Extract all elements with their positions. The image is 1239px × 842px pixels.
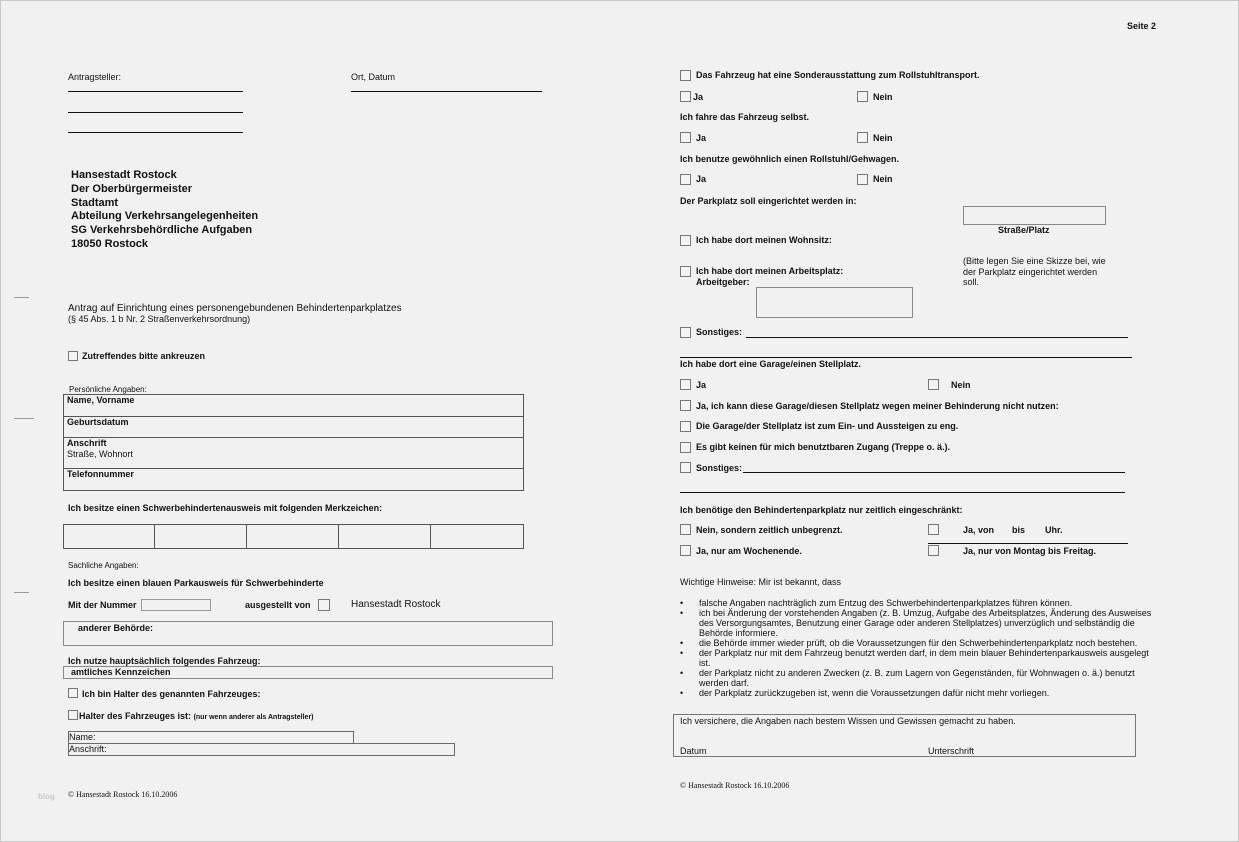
- garage-other-line-2[interactable]: [680, 492, 1125, 493]
- bullet-icon: •: [680, 608, 684, 618]
- name-label: Name, Vorname: [67, 395, 135, 405]
- no-label: Nein: [873, 92, 893, 102]
- phone-label: Telefonnummer: [67, 469, 134, 479]
- marker-field-3[interactable]: [246, 524, 339, 549]
- special-equipment-label: Das Fahrzeug hat eine Sonderausstattung zum Rollstuhltransport.: [696, 70, 980, 80]
- marker-field-1[interactable]: [63, 524, 155, 549]
- yes-label: Ja: [696, 174, 707, 184]
- note-item: [680, 638, 1160, 648]
- note-item: [680, 648, 1160, 668]
- garage-yes-checkbox[interactable]: [680, 379, 691, 390]
- owner-name-label: Name:: [69, 732, 96, 742]
- blue-pass-text: Ich besitze einen blauen Parkausweis für Schwerbehinderte: [68, 578, 324, 588]
- birthdate-label: Geburtsdatum: [67, 417, 129, 427]
- applicant-line-2[interactable]: [68, 112, 243, 113]
- address-line: SG Verkehrsbehördliche Aufgaben: [71, 224, 253, 237]
- note-item: [680, 688, 1160, 698]
- residence-label: Ich habe dort meinen Wohnsitz:: [696, 235, 832, 245]
- note-item: [680, 598, 1160, 608]
- fold-mark: [14, 418, 34, 419]
- yes-label: Ja: [696, 380, 707, 390]
- address-line: 18050 Rostock: [71, 237, 149, 250]
- time-range-line[interactable]: [928, 543, 1128, 544]
- legend-checkbox: [68, 351, 78, 361]
- factual-heading: Sachliche Angaben:: [68, 561, 139, 570]
- note-text: der Parkplatz nur mit dem Fahrzeug benutzt werden darf, in dem mein blauer Behindertenparkausweis ausgelegt ist.: [699, 648, 1149, 668]
- yes-label: Ja: [693, 92, 704, 102]
- page-number: Seite 2: [1127, 21, 1157, 31]
- copyright-left: © Hansestadt Rostock 16.10.2006: [68, 790, 178, 799]
- note-item: [680, 608, 1160, 638]
- issued-by-label: ausgestellt von: [245, 600, 311, 610]
- wheelchair-no-checkbox[interactable]: [857, 174, 868, 185]
- bullet-icon: •: [680, 648, 684, 658]
- owner-self-checkbox[interactable]: [68, 688, 78, 698]
- bullet-icon: •: [680, 638, 684, 648]
- yes-label: Ja: [696, 133, 707, 143]
- pass-number-input[interactable]: [141, 599, 211, 611]
- wheelchair-question: Ich benutze gewöhnlich einen Rollstuhl/Gehwagen.: [680, 154, 900, 164]
- sketch-note-line: der Parkplatz eingerichtet werden: [963, 266, 1098, 277]
- garage-narrow-checkbox[interactable]: [680, 421, 691, 432]
- time-hour-label: Uhr.: [1045, 525, 1063, 535]
- street-label: Straße/Platz: [998, 225, 1050, 235]
- no-label: Nein: [873, 133, 893, 143]
- equipment-yes-checkbox[interactable]: [680, 91, 691, 102]
- weekend-checkbox[interactable]: [680, 545, 691, 556]
- applicant-line-3[interactable]: [68, 132, 243, 133]
- time-range-checkbox[interactable]: [928, 524, 939, 535]
- address-sublabel: Straße, Wohnort: [67, 449, 133, 459]
- notes-heading: Wichtige Hinweise: Mir ist bekannt, dass: [680, 577, 842, 587]
- note-text: die Behörde immer wieder prüft, ob die Voraussetzungen für den Schwerbehindertenparkplatz noch bestehen.: [699, 638, 1138, 648]
- wheelchair-yes-checkbox[interactable]: [680, 174, 691, 185]
- weekdays-label: Ja, nur von Montag bis Freitag.: [963, 546, 1097, 556]
- sketch-note-line: soll.: [963, 277, 980, 287]
- note-item: [680, 668, 1160, 688]
- signature-label[interactable]: Unterschrift: [928, 746, 975, 756]
- declaration-text: Ich versichere, die Angaben nach bestem Wissen und Gewissen gemacht zu haben.: [680, 716, 1016, 726]
- plate-label: amtliches Kennzeichen: [71, 667, 171, 677]
- other-label: Sonstiges:: [696, 327, 743, 337]
- note-text: der Parkplatz zurückzugeben ist, wenn die Voraussetzungen dafür nicht mehr vorliegen.: [699, 688, 1050, 698]
- garage-no-checkbox[interactable]: [928, 379, 939, 390]
- date-label[interactable]: Datum: [680, 746, 707, 756]
- owner-other-label: [79, 711, 314, 721]
- vehicle-text: Ich nutze hauptsächlich folgendes Fahrzeug:: [68, 656, 261, 666]
- owner-other-checkbox[interactable]: [68, 710, 78, 720]
- recipient-address: [71, 169, 258, 252]
- note-text: falsche Angaben nachträglich zum Entzug des Schwerbehindertenparkplatzes führen können.: [699, 598, 1073, 608]
- owner-other-note: (nur wenn anderer als Antragsteller): [193, 714, 314, 721]
- disability-id-text: Ich besitze einen Schwerbehindertenausweis mit folgenden Merkzeichen:: [68, 503, 383, 513]
- watermark: blog: [38, 792, 55, 801]
- owner-address-label: Anschrift:: [69, 744, 107, 754]
- workplace-label: Ich habe dort meinen Arbeitsplatz:: [696, 266, 844, 276]
- address-line: Stadtamt: [71, 196, 119, 209]
- residence-checkbox[interactable]: [680, 235, 691, 246]
- bullet-icon: •: [680, 598, 684, 608]
- employer-label: Arbeitgeber:: [696, 277, 750, 287]
- issuer-rostock-checkbox[interactable]: [318, 599, 330, 611]
- bullet-icon: •: [680, 688, 684, 698]
- name-field[interactable]: [63, 394, 524, 417]
- fold-mark: [14, 297, 29, 298]
- no-label: Nein: [873, 174, 893, 184]
- form-legal-reference: (§ 45 Abs. 1 b Nr. 2 Straßenverkehrsordnung): [68, 314, 251, 324]
- check-hint: Zutreffendes bitte ankreuzen: [82, 351, 206, 361]
- no-label: Nein: [951, 380, 971, 390]
- bullet-icon: •: [680, 668, 684, 678]
- workplace-checkbox[interactable]: [680, 266, 691, 277]
- personal-heading: Persönliche Angaben:: [69, 385, 147, 394]
- license-plate-field[interactable]: [63, 666, 553, 679]
- copyright-right: © Hansestadt Rostock 16.10.2006: [680, 781, 790, 790]
- owner-self-label: Ich bin Halter des genannten Fahrzeuges:: [82, 689, 261, 699]
- address-line: Der Oberbürgermeister: [71, 182, 193, 195]
- garage-other-line-1[interactable]: [743, 472, 1125, 473]
- sketch-note-line: (Bitte legen Sie eine Skizze bei, wie: [963, 256, 1106, 266]
- drive-yes-checkbox[interactable]: [680, 132, 691, 143]
- garage-unusable-checkbox[interactable]: [680, 400, 691, 411]
- marker-field-4[interactable]: [338, 524, 431, 549]
- applicant-line-1[interactable]: [68, 91, 243, 92]
- time-question: Ich benötige den Behindertenparkplatz nur zeitlich eingeschränkt:: [680, 505, 963, 515]
- note-text: ich bei Änderung der vorstehenden Angaben (z. B. Umzug, Aufgabe des Arbeitsplatzes, Änderung des Ausweises des Versorgungsamtes, Benutzung einer Garage oder anderen Stellplatzes) unverzüglich und selbständig die Behörde informiere.: [699, 608, 1152, 638]
- marker-field-5[interactable]: [430, 524, 524, 549]
- weekdays-checkbox[interactable]: [928, 545, 939, 556]
- garage-other-checkbox[interactable]: [680, 462, 691, 473]
- garage-question: Ich habe dort eine Garage/einen Stellplatz.: [680, 359, 862, 369]
- address-line: Hansestadt Rostock: [71, 169, 177, 181]
- note-text: der Parkplatz nicht zu anderen Zwecken (z. B. zum Lagern von Gegenständen, für Wohnwagen o. ä.) benutzt werden darf.: [699, 668, 1135, 688]
- other-authority-field[interactable]: [63, 621, 553, 646]
- form-title: Antrag auf Einrichtung eines personengebundenen Behindertenparkplatzes: [68, 303, 402, 314]
- marker-field-2[interactable]: [154, 524, 247, 549]
- time-unlimited-label: Nein, sondern zeitlich unbegrenzt.: [696, 525, 843, 535]
- equipment-no-checkbox[interactable]: [857, 91, 868, 102]
- garage-unusable-label: Ja, ich kann diese Garage/diesen Stellplatz wegen meiner Behinderung nicht nutzen:: [696, 401, 1059, 411]
- number-label: Mit der Nummer: [68, 600, 137, 610]
- place-date-line[interactable]: [351, 91, 542, 92]
- declaration-box: [673, 714, 1136, 757]
- address-line: Abteilung Verkehrsangelegenheiten: [71, 210, 259, 223]
- other-label: Sonstiges:: [696, 463, 743, 473]
- issuer-city: Hansestadt Rostock: [351, 599, 441, 610]
- special-equipment-checkbox[interactable]: [680, 70, 691, 81]
- owner-address-field[interactable]: [68, 743, 455, 756]
- owner-other-text: Halter des Fahrzeuges ist:: [79, 711, 192, 721]
- place-date-label: Ort, Datum: [351, 72, 396, 82]
- street-input[interactable]: [963, 206, 1106, 225]
- no-access-checkbox[interactable]: [680, 442, 691, 453]
- location-question: Der Parkplatz soll eingerichtet werden in:: [680, 196, 857, 206]
- sketch-note: [963, 256, 1106, 288]
- time-from-label: Ja, von: [963, 525, 995, 535]
- notes-list: [680, 598, 1160, 698]
- applicant-label: Antragsteller:: [68, 72, 122, 82]
- address-label: Anschrift: [67, 438, 107, 448]
- birthdate-field[interactable]: [63, 416, 524, 438]
- drive-self-question: Ich fahre das Fahrzeug selbst.: [680, 112, 810, 122]
- phone-field[interactable]: [63, 468, 524, 491]
- address-field[interactable]: [63, 437, 524, 469]
- location-other-line-2[interactable]: [680, 357, 1132, 358]
- location-other-line-1[interactable]: [746, 337, 1128, 338]
- weekend-label: Ja, nur am Wochenende.: [696, 546, 802, 556]
- time-to-label: bis: [1012, 525, 1026, 535]
- drive-no-checkbox[interactable]: [857, 132, 868, 143]
- no-access-label: Es gibt keinen für mich benutztbaren Zugang (Treppe o. ä.).: [696, 442, 951, 452]
- time-unlimited-checkbox[interactable]: [680, 524, 691, 535]
- employer-input[interactable]: [756, 287, 913, 318]
- punch-mark: [14, 592, 29, 593]
- location-other-checkbox[interactable]: [680, 327, 691, 338]
- garage-narrow-label: Die Garage/der Stellplatz ist zum Ein- und Aussteigen zu eng.: [696, 421, 959, 431]
- other-authority-label: anderer Behörde:: [78, 623, 154, 633]
